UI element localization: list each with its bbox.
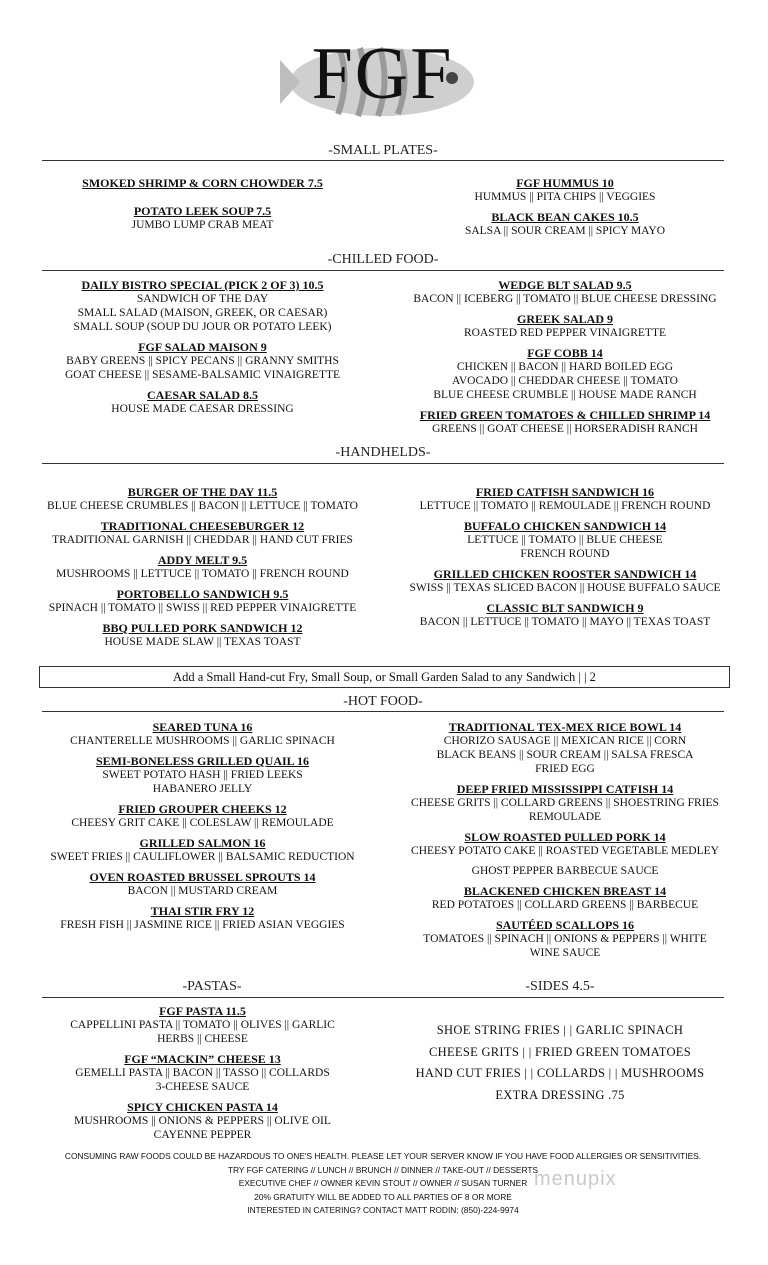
section-sides: -SIDES 4.5- [525,979,595,994]
menu-item-title: FGF PASTA 11.5 [159,1004,246,1018]
menu-item [40,621,365,649]
side-option: HAND CUT FRIES | | COLLARDS | | MUSHROOMS [415,1066,705,1080]
menu-item-description: BLUE CHEESE CRUMBLES || BACON || LETTUCE || TOMATO [47,500,358,512]
menu-item [40,388,365,416]
menu-item-title: CLASSIC BLT SANDWICH 9 [486,601,644,615]
footer-notes [42,1150,724,1218]
menu-item [40,176,365,190]
menu-item-description: CHANTERELLE MUSHROOMS || GARLIC SPINACH [70,735,335,747]
menu-item-title: FRIED GREEN TOMATOES & CHILLED SHRIMP 14 [419,408,711,422]
menu-item-title: GRILLED SALMON 16 [139,836,266,850]
menu-item-description: SMALL SALAD (MAISON, GREEK, OR CAESAR) [77,307,328,319]
menu-item [40,1004,365,1046]
menu-item-title: FGF COBB 14 [527,346,603,360]
menu-item-description: SWISS || TEXAS SLICED BACON || HOUSE BUFFALO SAUCE [409,582,721,594]
menu-item-description: HABANERO JELLY [152,783,253,795]
menu-item [40,720,365,748]
hot-food-right-column [405,720,725,966]
menu-item-description: CHEESY GRIT CAKE || COLESLAW || REMOULADE [71,817,334,829]
menu-item-description: GREENS || GOAT CHEESE || HORSERADISH RANCH [432,423,698,435]
section-hot-food: -HOT FOOD- [343,694,423,709]
menu-item-description: FRESH FISH || JASMINE RICE || FRIED ASIAN VEGGIES [60,919,345,931]
menu-item-title: BUFFALO CHICKEN SANDWICH 14 [463,519,667,533]
menu-item [40,870,365,898]
footer-line: INTERESTED IN CATERING? CONTACT MATT RODIN: (850)-224-9974 [247,1205,519,1215]
menu-item-description: RED POTATOES || COLLARD GREENS || BARBECUE [431,899,699,911]
menu-item-description: LETTUCE || TOMATO || REMOULADE || FRENCH ROUND [419,500,711,512]
menu-item-title: ADDY MELT 9.5 [157,553,248,567]
menu-item-description: BLACK BEANS || SOUR CREAM || SALSA FRESCA [436,749,694,761]
menu-item-title: WEDGE BLT SALAD 9.5 [498,278,632,292]
menu-item-description: MUSHROOMS || LETTUCE || TOMATO || FRENCH ROUND [56,568,349,580]
section-handhelds: -HANDHELDS- [335,445,431,460]
menu-item [405,408,725,436]
menu-item-description: TRADITIONAL GARNISH || CHEDDAR || HAND CUT FRIES [52,534,353,546]
menu-item [40,904,365,932]
menu-item-description: HOUSE MADE SLAW || TEXAS TOAST [104,636,301,648]
menu-item [405,312,725,340]
menu-item-title: FRIED CATFISH SANDWICH 16 [475,485,655,499]
menu-item-description: FRIED EGG [535,763,595,775]
sides-list [400,1020,720,1106]
menu-item-title: BLACK BEAN CAKES 10.5 [491,210,639,224]
menu-item-title: SPICY CHICKEN PASTA 14 [127,1100,278,1114]
menu-item-title: SAUTÉED SCALLOPS 16 [495,918,635,932]
menu-item [40,836,365,864]
menu-item [40,553,365,581]
sandwich-addon-note: Add a Small Hand-cut Fry, Small Soup, or Small Garden Salad to any Sandwich | | 2 [39,666,730,688]
menu-item-description: CAPPELLINI PASTA || TOMATO || OLIVES || GARLIC [70,1019,335,1031]
menu-item-description: LETTUCE || TOMATO || BLUE CHEESE [467,534,663,546]
menu-item-description: TOMATOES || SPINACH || ONIONS & PEPPERS || WHITE [423,933,707,945]
menu-item-description: BACON || MUSTARD CREAM [127,885,278,897]
menu-item-description: BLUE CHEESE CRUMBLE || HOUSE MADE RANCH [433,389,697,401]
menu-item [405,346,725,402]
pastas-column [40,1004,365,1148]
menu-item [405,567,725,595]
footer-line: CONSUMING RAW FOODS COULD BE HAZARDOUS TO ONE'S HEALTH. PLEASE LET YOUR SERVER KNOW IF YOU HAVE FOOD ALLERGIES OR SENSITIVITIES. [64,1151,702,1161]
menu-item [405,176,725,204]
menu-item-description: MUSHROOMS || ONIONS & PEPPERS || OLIVE OIL [74,1115,331,1127]
menu-item [40,1052,365,1094]
watermark: menupix [534,1168,617,1190]
chilled-left-column [40,278,365,422]
menu-item-description: HERBS || CHEESE [157,1033,248,1045]
menu-item-title: BLACKENED CHICKEN BREAST 14 [463,884,667,898]
divider [42,160,724,161]
menu-item-description: CAYENNE PEPPER [153,1129,252,1141]
menu-item-description: CHEESY POTATO CAKE || ROASTED VEGETABLE MEDLEY [411,845,719,857]
menu-item-description: REMOULADE [528,811,602,823]
menu-item [405,601,725,629]
menu-item-description: GHOST PEPPER BARBECUE SAUCE [471,865,659,877]
menu-item-description: 3-CHEESE SAUCE [155,1081,250,1093]
side-option: SHOE STRING FRIES | | GARLIC SPINACH [436,1023,684,1037]
side-option: EXTRA DRESSING .75 [495,1087,625,1102]
menu-item-description: CHORIZO SAUSAGE || MEXICAN RICE || CORN [443,735,687,747]
menu-item-title: CAESAR SALAD 8.5 [146,388,259,402]
handhelds-right-column [405,485,725,635]
menu-item-description: JUMBO LUMP CRAB MEAT [131,219,274,231]
menu-item-description: BABY GREENS || SPICY PECANS || GRANNY SMITHS [66,355,339,367]
logo-text: FGF [311,33,454,115]
divider [42,463,724,464]
menu-item-description: AVOCADO || CHEDDAR CHEESE || TOMATO [452,375,678,387]
menu-item [405,720,725,776]
menu-item [40,204,365,232]
handhelds-left-column [40,485,365,655]
menu-item [405,918,725,960]
menu-item-title: FRIED GROUPER CHEEKS 12 [118,802,287,816]
menu-item-title: DAILY BISTRO SPECIAL (PICK 2 OF 3) 10.5 [81,278,324,292]
menu-item [40,340,365,382]
menu-item-title: SLOW ROASTED PULLED PORK 14 [464,830,666,844]
menu-item-title: FGF SALAD MAISON 9 [138,340,267,354]
menu-item-title: TRADITIONAL CHEESEBURGER 12 [100,519,305,533]
menu-item [405,884,725,912]
menu-item-title: FGF “MACKIN” CHEESE 13 [124,1052,281,1066]
menu-item-description: HOUSE MADE CAESAR DRESSING [111,403,294,415]
menu-item-title: DEEP FRIED MISSISSIPPI CATFISH 14 [456,782,674,796]
menu-item-title: OVEN ROASTED BRUSSEL SPROUTS 14 [89,870,316,884]
menu-item-title: SMOKED SHRIMP & CORN CHOWDER 7.5 [82,176,323,190]
footer-line: EXECUTIVE CHEF // OWNER KEVIN STOUT // OWNER // SUSAN TURNER [238,1178,528,1188]
menu-item [405,485,725,513]
menu-item-description: SWEET POTATO HASH || FRIED LEEKS [102,769,303,781]
menu-item-description: BACON || LETTUCE || TOMATO || MAYO || TEXAS TOAST [419,616,711,628]
menu-item-description: CHEESE GRITS || COLLARD GREENS || SHOESTRING FRIES [411,797,719,809]
menu-item-title: POTATO LEEK SOUP 7.5 [133,204,272,218]
menu-item [40,485,365,513]
menu-item [40,587,365,615]
menu-item-description: WINE SAUCE [529,947,601,959]
menu-item-description: ROASTED RED PEPPER VINAIGRETTE [463,327,666,339]
menu-item-description: SWEET FRIES || CAULIFLOWER || BALSAMIC REDUCTION [50,851,355,863]
menu-item [405,830,725,878]
menu-item-description: GEMELLI PASTA || BACON || TASSO || COLLARDS [75,1067,330,1079]
divider [42,270,724,271]
menu-item-title: THAI STIR FRY 12 [150,904,255,918]
small-plates-left-column [40,176,365,246]
menu-item [40,278,365,334]
menu-item [40,519,365,547]
footer-line: TRY FGF CATERING // LUNCH // BRUNCH // DINNER // TAKE-OUT // DESSERTS [227,1164,539,1175]
logo [280,30,485,125]
footer-line: 20% GRATUITY WILL BE ADDED TO ALL PARTIES OF 8 OR MORE [254,1191,512,1202]
small-plates-right-column [405,176,725,244]
section-pastas: -PASTAS- [182,979,242,994]
menu-item [405,519,725,561]
section-chilled-food: -CHILLED FOOD- [327,252,439,267]
hot-food-left-column [40,720,365,938]
menu-item-title: BBQ PULLED PORK SANDWICH 12 [102,621,303,635]
menu-item-title: PORTOBELLO SANDWICH 9.5 [116,587,289,601]
menu-item-description: SPINACH || TOMATO || SWISS || RED PEPPER VINAIGRETTE [48,602,357,614]
divider [42,997,724,998]
menu-item [40,1100,365,1142]
menu-item [405,782,725,824]
menu-item-title: SEARED TUNA 16 [152,720,253,734]
menu-item-title: SEMI-BONELESS GRILLED QUAIL 16 [95,754,310,768]
menu-item [40,802,365,830]
section-small-plates: -SMALL PLATES- [328,143,438,158]
menu-item [405,278,725,306]
menu-item-description: FRENCH ROUND [520,548,610,560]
menu-item-title: BURGER OF THE DAY 11.5 [127,485,278,499]
menu-item [40,754,365,796]
menu-item-description: SANDWICH OF THE DAY [136,293,269,305]
menu-item-description: SMALL SOUP (SOUP DU JOUR OR POTATO LEEK) [73,321,332,333]
menu-item-description: CHICKEN || BACON || HARD BOILED EGG [456,361,674,373]
menu-item-title: FGF HUMMUS 10 [516,176,614,190]
menu-item-title: TRADITIONAL TEX-MEX RICE BOWL 14 [448,720,682,734]
menu-item-description: BACON || ICEBERG || TOMATO || BLUE CHEESE DRESSING [413,293,717,305]
side-option: CHEESE GRITS | | FRIED GREEN TOMATOES [429,1044,691,1059]
menu-item-description: GOAT CHEESE || SESAME-BALSAMIC VINAIGRETTE [64,369,341,381]
menu-item [405,210,725,238]
menu-item-description: HUMMUS || PITA CHIPS || VEGGIES [474,191,656,203]
menu-item-title: GREEK SALAD 9 [516,312,614,326]
menu-item-description: SALSA || SOUR CREAM || SPICY MAYO [464,225,666,237]
menu-item-title: GRILLED CHICKEN ROOSTER SANDWICH 14 [433,567,697,581]
chilled-right-column [405,278,725,442]
divider [42,711,724,712]
